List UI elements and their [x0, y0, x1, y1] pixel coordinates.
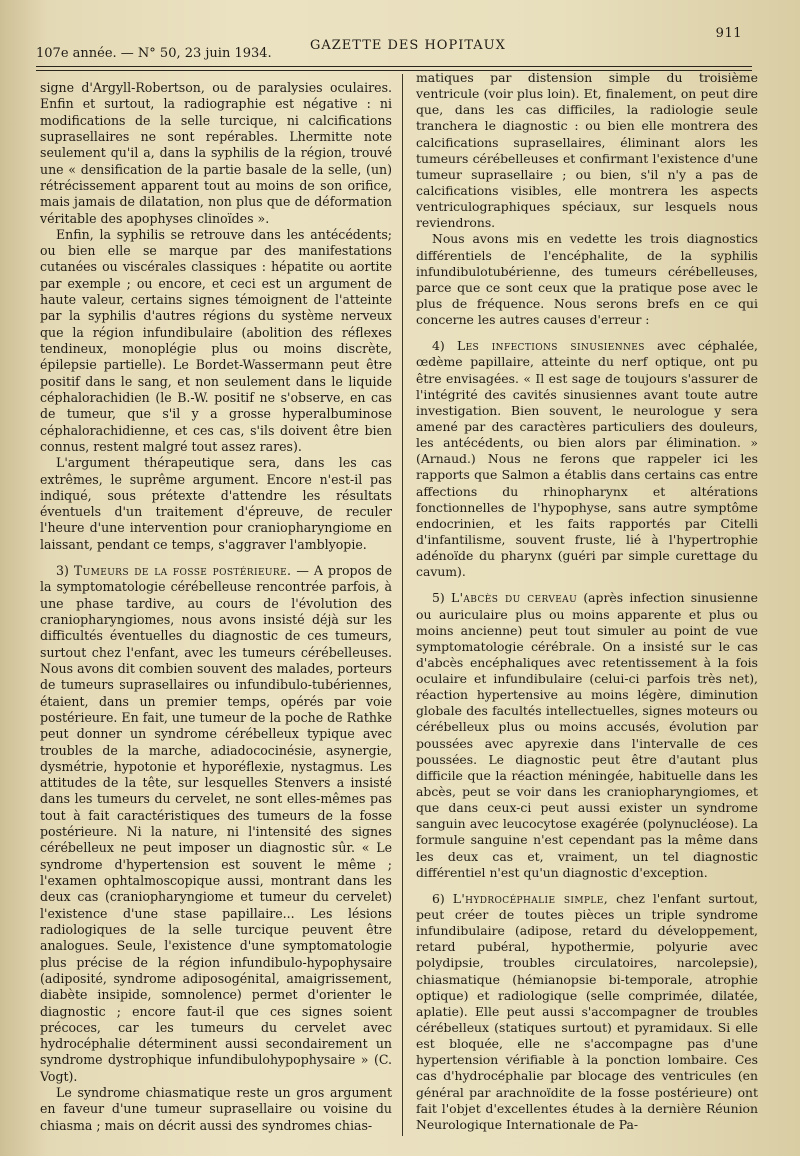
- section-paragraph: [40, 563, 392, 1085]
- publication-title: GAZETTE DES HOPITAUX: [310, 38, 506, 53]
- text-run: Nous avons mis en vedette les trois diagnostics différentiels de l'encéphalite, de la syphilis infundibulotubérienne, des tumeurs cérébelleuses, parce que ce sont ceux que la pratique pose avec le plus de fréquence. Nous serons brefs en ce qui concerne les autres causes d'erreur :: [416, 231, 758, 328]
- section-paragraph: [416, 590, 758, 881]
- paragraph: [40, 1085, 392, 1134]
- right-column: [416, 70, 758, 1133]
- paragraph: [40, 227, 392, 455]
- left-column: [40, 80, 392, 1134]
- text-run: matiques par distension simple du troisième ventricule (voir plus loin). Et, finalement, on peut dire que, dans les cas difficiles, la radiologie seule tranchera le diagnostic : ou bien elle montrera des calcifications suprasellaires, éliminant alors les tumeurs cérébelleuses et confirmant l'existence d'une tumeur suprasellaire ; ou bien, s'il n'y a pas de calcifications visibles, elle montrera les aspects ventriculographiques spéciaux, sur lesquels nous reviendrons.: [416, 70, 758, 231]
- paragraph: [416, 70, 758, 231]
- text-run: Le syndrome chiasmatique reste un gros argument en faveur d'une tumeur suprasellaire ou voisine du chiasma ; mais on décrit aussi des syndromes chias-: [40, 1085, 392, 1133]
- text-run: 3): [56, 563, 74, 579]
- text-run: (après infection sinusienne ou auriculaire plus ou moins apparente et plus ou moins ancienne) peut tout simuler au point de vue symptomatologie cérébrale. On a insisté sur le cas d'abcès encéphaliques avec retentissement à la fois oculaire et infundibulaire (celui-ci parfois très net), réaction hypertensive au moins légère, diminution globale des facultés intellectuelles, signes moteurs ou cérébelleux plus ou moins accusés, évolution par poussées avec apyrexie dans l'intervalle de ces poussées. Le diagnostic peut être d'autant plus difficile que la réaction méningée, habituelle dans les abcès, peut se voir dans les craniopharyngiomes, et que dans ceux-ci peut aussi exister un syndrome sanguin avec leucocytose exagérée (polynucléose). La formule sanguine n'est cependant pas la même dans les deux cas et, vraiment, un tel diagnostic différentiel n'est qu'un diagnostic d'exception.: [416, 590, 759, 880]
- section-heading: Tumeurs de la fosse postérieure.: [73, 563, 292, 579]
- text-run: avec céphalée, œdème papillaire, atteinte du nerf optique, ont pu être envisagées. « Il est sage de toujours s'assurer de l'intégrité des cavités sinusiennes avant toute autre investigation. Bien souvent, le neurologue y sera amené par des caractères particuliers des douleurs, les antécédents, ou bien alors par élimination. » (Arnaud.) Nous ne ferons que rappeler ici les rapports que Salmon a établis dans certains cas entre affections du rhinopharynx et altérations fonctionnelles de l'hypophyse, sans autre symptôme endocrinien, et les faits rapportés par Citelli d'infantilisme, souvent fruste, lié à l'hypertrophie adénoïde du pharynx (guéri par simple curettage du cavum).: [416, 338, 758, 580]
- text-run: chez l'enfant surtout, peut créer de toutes pièces un triple syndrome infundibulaire (adipose, retard du développement, retard pubéral, hypothermie, polyurie avec polydipsie, troubles circulatoires, narcolepsie), chiasmatique (hémianopsie bi-temporale, atrophie optique) et radiologique (selle comprimée, dilatée, aplatie). Elle peut aussi s'accompagner de troubles cérébelleux (statiques surtout) et pyramidaux. Si elle est bloquée, elle ne s'accompagne pas d'une hypertension vérifiable à la ponction lombaire. Ces cas d'hydrocéphalie par blocage des ventricules (en général par arachnoïdite de la fosse postérieure) ont fait l'objet d'excellentes études à la dernière Réunion Neurologique Internationale de Pa-: [416, 890, 758, 1132]
- paragraph: [416, 231, 758, 328]
- section-heading: L'abcès du cerveau: [450, 590, 578, 606]
- header-rule: [36, 66, 752, 67]
- text-run: signe d'Argyll-Robertson, ou de paralysies oculaires. Enfin et surtout, la radiographie est négative : ni modifications de la selle turcique, ni calcifications suprasellaires ne sont repérables. Lhermitte note seulement qu'il a, dans la syphilis de la région, trouvé une « densification de la partie basale de la selle, (un) rétrécissement apparent tout au moins de son orifice, mais jamais de dilatation, non plus que de déformation véritable des apophyses clinoïdes ».: [40, 80, 392, 226]
- section-heading: Les infections sinusiennes: [456, 338, 645, 354]
- column-divider: [402, 74, 403, 1136]
- text-run: 4): [432, 338, 457, 354]
- text-run: Enfin, la syphilis se retrouve dans les antécédents; ou bien elle se marque par des manifestations cutanées ou viscérales classiques : hépatite ou aortite par exemple ; ou encore, et ceci est un argument de haute valeur, certains signes témoignent de l'atteinte par la syphilis d'autres régions du système nerveux que la région infundibulaire (abolition des réflexes tendineux, monoplégie plus ou moins discrète, épilepsie partielle). Le Bordet-Wassermann peut être positif dans le sang, et non seulement dans le liquide céphalorachidien (le B.-W. positif ne s'observe, en cas de tumeur, que s'il y a grosse hyperalbuminose céphalorachidienne, et ces cas, s'ils doivent être bien connus, restent malgré tout assez rares).: [40, 226, 392, 454]
- section-paragraph: [416, 338, 758, 580]
- paragraph: [40, 80, 392, 227]
- text-run: 5): [432, 590, 451, 606]
- page-header: [36, 40, 752, 62]
- text-run: L'argument thérapeutique sera, dans les cas extrêmes, le suprême argument. Encore n'est-il pas indiqué, sous prétexte d'attendre les résultats éventuels d'un traitement d'épreuve, de reculer l'heure d'une intervention pour craniopharyngiome en laissant, pendant ce temps, s'aggraver l'amblyopie.: [40, 455, 392, 552]
- section-paragraph: [416, 891, 758, 1133]
- text-run: 6): [432, 890, 453, 906]
- section-heading: L'hydrocéphalie simple,: [452, 890, 609, 906]
- paragraph: [40, 455, 392, 553]
- page-number: 911: [715, 26, 742, 41]
- issue-line: 107e année. — N° 50, 23 juin 1934.: [36, 46, 272, 61]
- text-run: — A propos de la symptomatologie cérébelleuse rencontrée parfois, à une phase tardive, au cours de l'évolution des craniopharyngiomes, nous avons insisté déjà sur les difficultés éventuelles du diagnostic de ces tumeurs, surtout chez l'enfant, avec les tumeurs cérébelleuses. Nous avons dit combien souvent des malades, porteurs de tumeurs suprasellaires ou infundibulo-tubériennes, étaient, dans un premier temps, opérés par voie postérieure. En fait, une tumeur de la poche de Rathke peut donner un syndrome cérébelleux typique avec troubles de la marche, adiadococinésie, asynergie, dysmétrie, hypotonie et hyporéflexie, nystagmus. Les attitudes de la tête, sur lesquelles Stenvers a insisté dans les tumeurs du cervelet, ne sont elles-mêmes pas tout à fait caractéristiques des tumeurs de la fosse postérieure. Ni la nature, ni l'intensité des signes cérébelleux ne peut imposer un diagnostic sûr. « Le syndrome d'hypertension est souvent le même ; l'examen ophtalmoscopique aussi, montrant dans les deux cas (craniopharyngiome et tumeur du cervelet) l'existence d'une stase papillaire... Les lésions radiologiques de la selle turcique peuvent être analogues. Seule, l'existence d'une symptomatologie plus précise de la région infundibulo-hypophysaire (adiposité, syndrome adiposogénital, amaigrissement, diabète insipide, somnolence) permet d'orienter le diagnostic ; encore faut-il que ces signes soient précoces, car les tumeurs du cervelet avec hydrocéphalie déterminent aussi secondairement un syndrome dystrophique infundibulohypophysaire » (C. Vogt).: [40, 563, 392, 1084]
